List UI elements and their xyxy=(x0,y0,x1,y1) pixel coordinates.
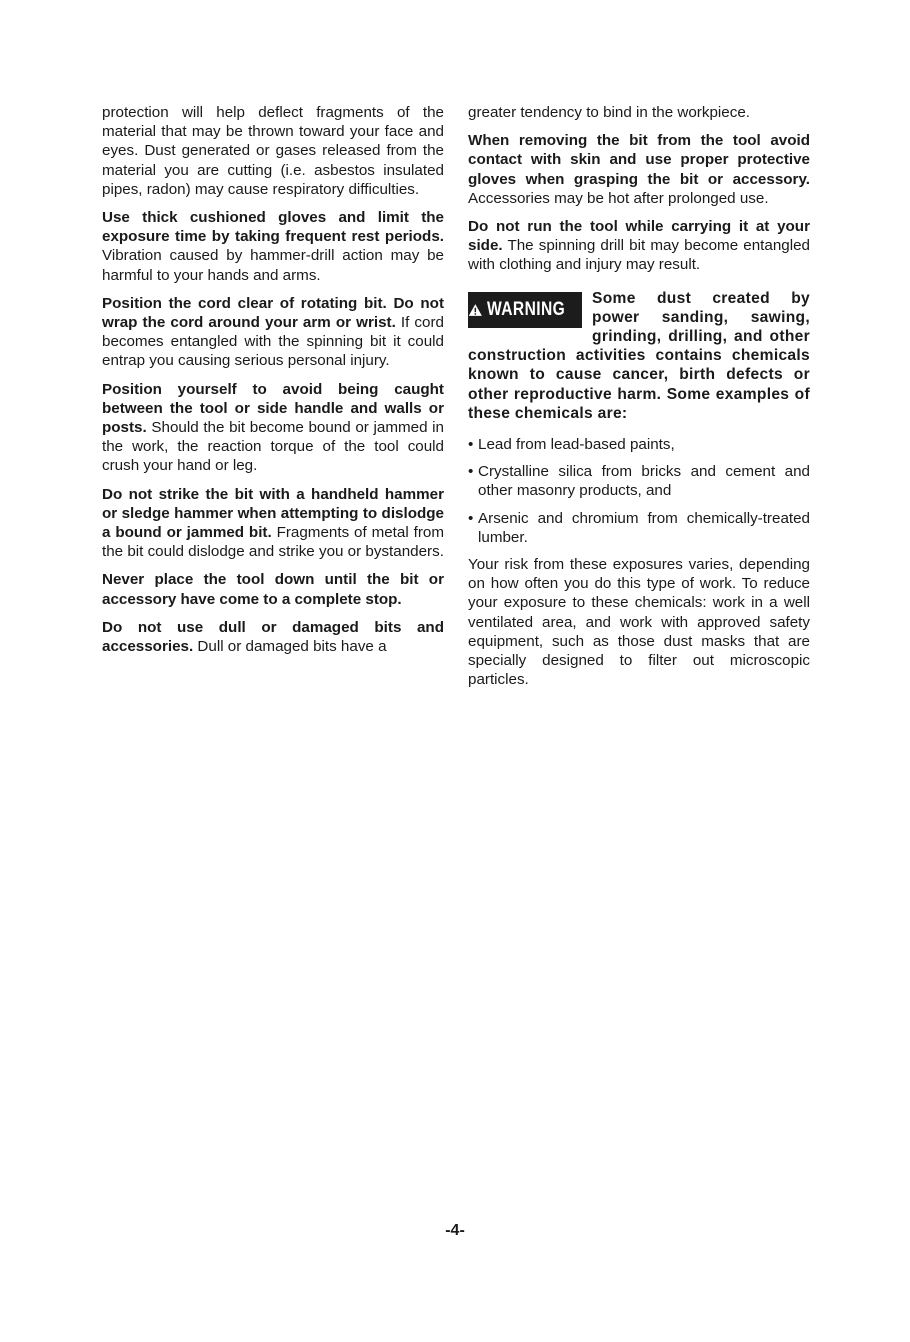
list-item xyxy=(468,435,810,454)
paragraph-never-place xyxy=(102,570,444,608)
left-column xyxy=(102,103,444,665)
list-item-text: Arsenic and chromium from chemically-treated lumber. xyxy=(478,509,810,546)
heading-dull-bits: Do not use dull or damaged bits and accessories. xyxy=(102,618,444,656)
paragraph-carrying xyxy=(468,217,810,275)
list-item xyxy=(468,462,810,500)
bullet-marker: • xyxy=(468,436,474,454)
paragraph-bind-tendency: greater tendency to bind in the workpiece. xyxy=(468,104,750,121)
warning-triangle-icon xyxy=(468,301,483,319)
paragraph-cord xyxy=(102,294,444,371)
chemicals-list xyxy=(468,435,810,547)
page-number: -4- xyxy=(445,1222,465,1239)
paragraph-exposure-risk: Your risk from these exposures varies, depending on how often you do this type of work. To reduce your exposure to these chemicals: work in a well ventilated area, and work with approved safety equipment, such as those dust masks that are specially designed to filter out microscopic particles. xyxy=(468,556,810,689)
text-carrying: The spinning drill bit may become entangled with clothing and injury may result. xyxy=(468,237,810,274)
text-removing-bit: Accessories may be hot after prolonged use. xyxy=(468,189,769,207)
heading-removing-bit: When removing the bit from the tool avoid contact with skin and use proper protective gloves when grasping the bit or accessory. xyxy=(468,132,810,188)
paragraph-dull-bits xyxy=(102,618,444,656)
paragraph-hammer xyxy=(102,485,444,562)
paragraph-position xyxy=(102,380,444,476)
heading-position: Position yourself to avoid being caught between the tool or side handle and walls or posts. xyxy=(102,380,444,437)
text-cord: If cord becomes entangled with the spinning bit it could entrap you causing serious personal injury. xyxy=(102,314,444,370)
paragraph-gloves xyxy=(102,208,444,285)
warning-block xyxy=(468,289,810,423)
text-position: Should the bit become bound or jammed in the work, the reaction torque of the tool could crush your hand or leg. xyxy=(102,419,444,475)
heading-hammer: Do not strike the bit with a handheld hammer or sledge hammer when attempting to dislodge a bound or jammed bit. xyxy=(102,485,444,542)
heading-never-place: Never place the tool down until the bit or accessory have come to a complete stop. xyxy=(102,571,444,608)
text-hammer: Fragments of metal from the bit could dislodge and strike you or bystanders. xyxy=(102,524,444,561)
list-item-text: Lead from lead-based paints, xyxy=(478,436,675,454)
list-item-text: Crystalline silica from bricks and cement and other masonry products, and xyxy=(478,463,810,500)
heading-cord: Position the cord clear of rotating bit. Do not wrap the cord around your arm or wrist. xyxy=(102,294,444,332)
paragraph-protection: protection will help deflect fragments of the material that may be thrown toward your face and eyes. Dust generated or gases released from the material you are cutting (i.e. asbestos insulated pipes, radon) may cause respiratory difficulties. xyxy=(102,104,444,198)
heading-carrying: Do not run the tool while carrying it at your side. xyxy=(468,218,810,255)
text-gloves: Vibration caused by hammer-drill action may be harmful to your hands and arms. xyxy=(102,247,444,284)
paragraph-removing-bit xyxy=(468,131,810,208)
warning-badge xyxy=(468,292,582,328)
bullet-marker: • xyxy=(468,463,474,481)
warning-text: Some dust created by power sanding, sawing, grinding, drilling, and other construction activities contains chemicals known to cause cancer, birth defects or other reproductive harm. Some examples of these chemicals are: xyxy=(468,289,810,422)
list-item xyxy=(468,509,810,547)
warning-label: WARNING xyxy=(486,299,565,321)
right-column xyxy=(468,103,810,698)
text-dull-bits: Dull or damaged bits have a xyxy=(193,638,387,656)
bullet-marker: • xyxy=(468,509,474,527)
heading-gloves: Use thick cushioned gloves and limit the exposure time by taking frequent rest periods. xyxy=(102,209,444,246)
